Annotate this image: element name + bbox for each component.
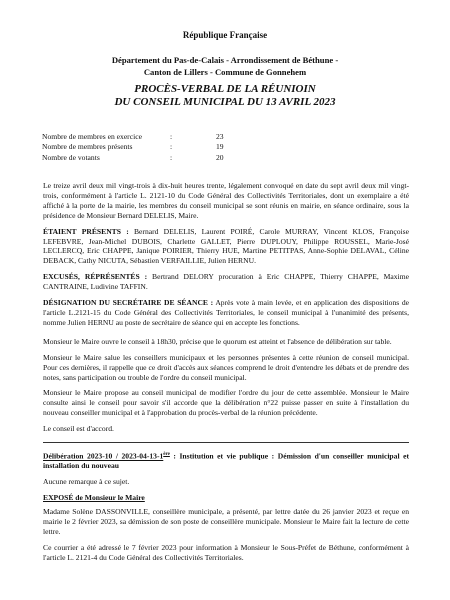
stat-label: Nombre de membres en exercice [42, 132, 142, 141]
letter-paragraph: Ce courrier a été adressé le 7 février 2023 pour information à Monsieur le Sous-Préfet de Béthune, conformément à l'article L. 2121-4 du Code Général des Collectivités Territoriales. [43, 542, 409, 562]
document-title [40, 83, 410, 109]
stat-separator: : [170, 132, 173, 141]
resignation-paragraph: Madame Solène DASSONVILLE, conseillère municipale, a présenté, par lettre datée du 26 janvier 2023 et reçue en mairie le 2 février 2023, sa démission de son poste de conseillère municipale. Monsieur le Maire fait la lecture de cette lettre. [43, 507, 409, 536]
stat-separator: : [170, 152, 173, 162]
title-line-2: DU CONSEIL MUNICIPAL DU 13 AVRIL 2023 [114, 96, 336, 108]
stat-row [42, 132, 246, 142]
section-divider [43, 442, 409, 443]
secretaire-text: Après vote à main levée, et en application des dispositions de l'article L.2121-15 du Code Général des Collectivités Territoriales, le conseil municipal à l'unanimité des présents, nomme Julien HERNU au poste de secrétaire de séance qui en accepte les fonctions. [43, 298, 410, 327]
stat-value: 19 [216, 142, 224, 152]
stat-label: Nombre de votants [42, 152, 100, 162]
department-line-1: Département du Pas-de-Calais - Arrondissement de Béthune - [111, 55, 339, 65]
remark-paragraph: Aucune remarque à ce sujet. [43, 477, 130, 487]
document-body [43, 181, 409, 569]
presents-paragraph [43, 227, 409, 267]
stat-row [42, 153, 246, 163]
deliberation-heading [43, 450, 409, 471]
deliberation-number-sup: ère [163, 452, 170, 458]
excuses-list: Bertrand DELORY procuration à Eric CHAPPE, Thierry CHAPPE, Maxime CANTRAINE, Ludivine TAFFIN. [43, 272, 409, 292]
member-counts [42, 132, 246, 163]
secretaire-paragraph [43, 298, 409, 328]
intro-paragraph: Le treize avril deux mil vingt-trois à dix-huit heures trente, légalement convoqué en date du sept avril deux mil vingt-trois, conformément à l'article L. 2121-10 du Code Général des Collectivités Territoriales, dont un exemplaire a été affiché à la porte de la mairie, les membres du conseil municipal se sont réunis en mairie, en séance ordinaire, sous la présidence de Monsieur Bernard DELELIS, Maire. [43, 181, 409, 220]
expose-heading: EXPOSÉ de Monsieur le Maire [43, 493, 145, 503]
excuses-paragraph [43, 272, 409, 292]
secretaire-label: DÉSIGNATION DU SECRÉTAIRE DE SÉANCE : [43, 298, 214, 308]
presents-list: Bernard DELELIS, Laurent POIRÉ, Carole MURRAY, Vincent KLOS, Françoise LEFEBVRE, Jean-Michel DUBOIS, Charlette GALLET, Pierre DUPLOUY, Philippe ROUSSEL, Marie-José LECLERCQ, Eric CHAPPE, Janique POIRIER, Thierry HUE, Martine PETITPAS, Anne-Sophie DELAVAL, Céline DEBACK, Cathy NICUTA, Sébastien VERFAILLIE, Julien HERNU. [43, 226, 409, 266]
deliberation-number: Délibération 2023-10 / 2023-04-13-1 [43, 451, 164, 461]
deliberation-title: : Institution et vie publique : Démission d'un conseiller municipal et installation du nouveau [43, 451, 409, 471]
welcome-paragraph: Monsieur le Maire salue les conseillers municipaux et les personnes présentes à cette réunion de conseil municipal. Pour ces dernières, il rappelle que ce droit d'accès aux séances comprend le droit d'entendre les débats et de prendre des notes, sans participation ou trouble de l'ordre du conseil municipal. [43, 352, 409, 382]
stat-value: 20 [216, 152, 224, 162]
stat-separator: : [170, 142, 173, 152]
presents-label: ÉTAIENT PRÉSENTS : [43, 226, 129, 236]
title-line-1: PROCÈS-VERBAL DE LA RÉUNIOIN [134, 83, 316, 95]
stat-row [42, 142, 246, 152]
department-line-2: Canton de Lillers - Commune de Gonnehem [143, 66, 307, 77]
department-heading [40, 55, 410, 78]
stat-value: 23 [216, 132, 224, 141]
quorum-paragraph: Monsieur le Maire ouvre le conseil à 18h30, précise que le quorum est atteint et l'absence de délibération sur table. [43, 336, 392, 346]
agreement-paragraph: Le conseil est d'accord. [43, 424, 114, 434]
republic-heading: République Française [182, 30, 268, 40]
excuses-label: EXCUSÉS, RÉPRÉSENTÉS : [43, 272, 148, 282]
stat-label: Nombre de membres présents [42, 142, 133, 152]
agenda-paragraph: Monsieur le Maire propose au conseil municipal de modifier l'ordre du jour de cette assemblée. Monsieur le Maire consulte ainsi le conseil pour savoir s'il accorde que la délibération n°22 puisse passer en suite à l'installation du nouveau conseiller municipal et à l'approbation du procès-verbal de la réunion précédente. [43, 388, 409, 418]
